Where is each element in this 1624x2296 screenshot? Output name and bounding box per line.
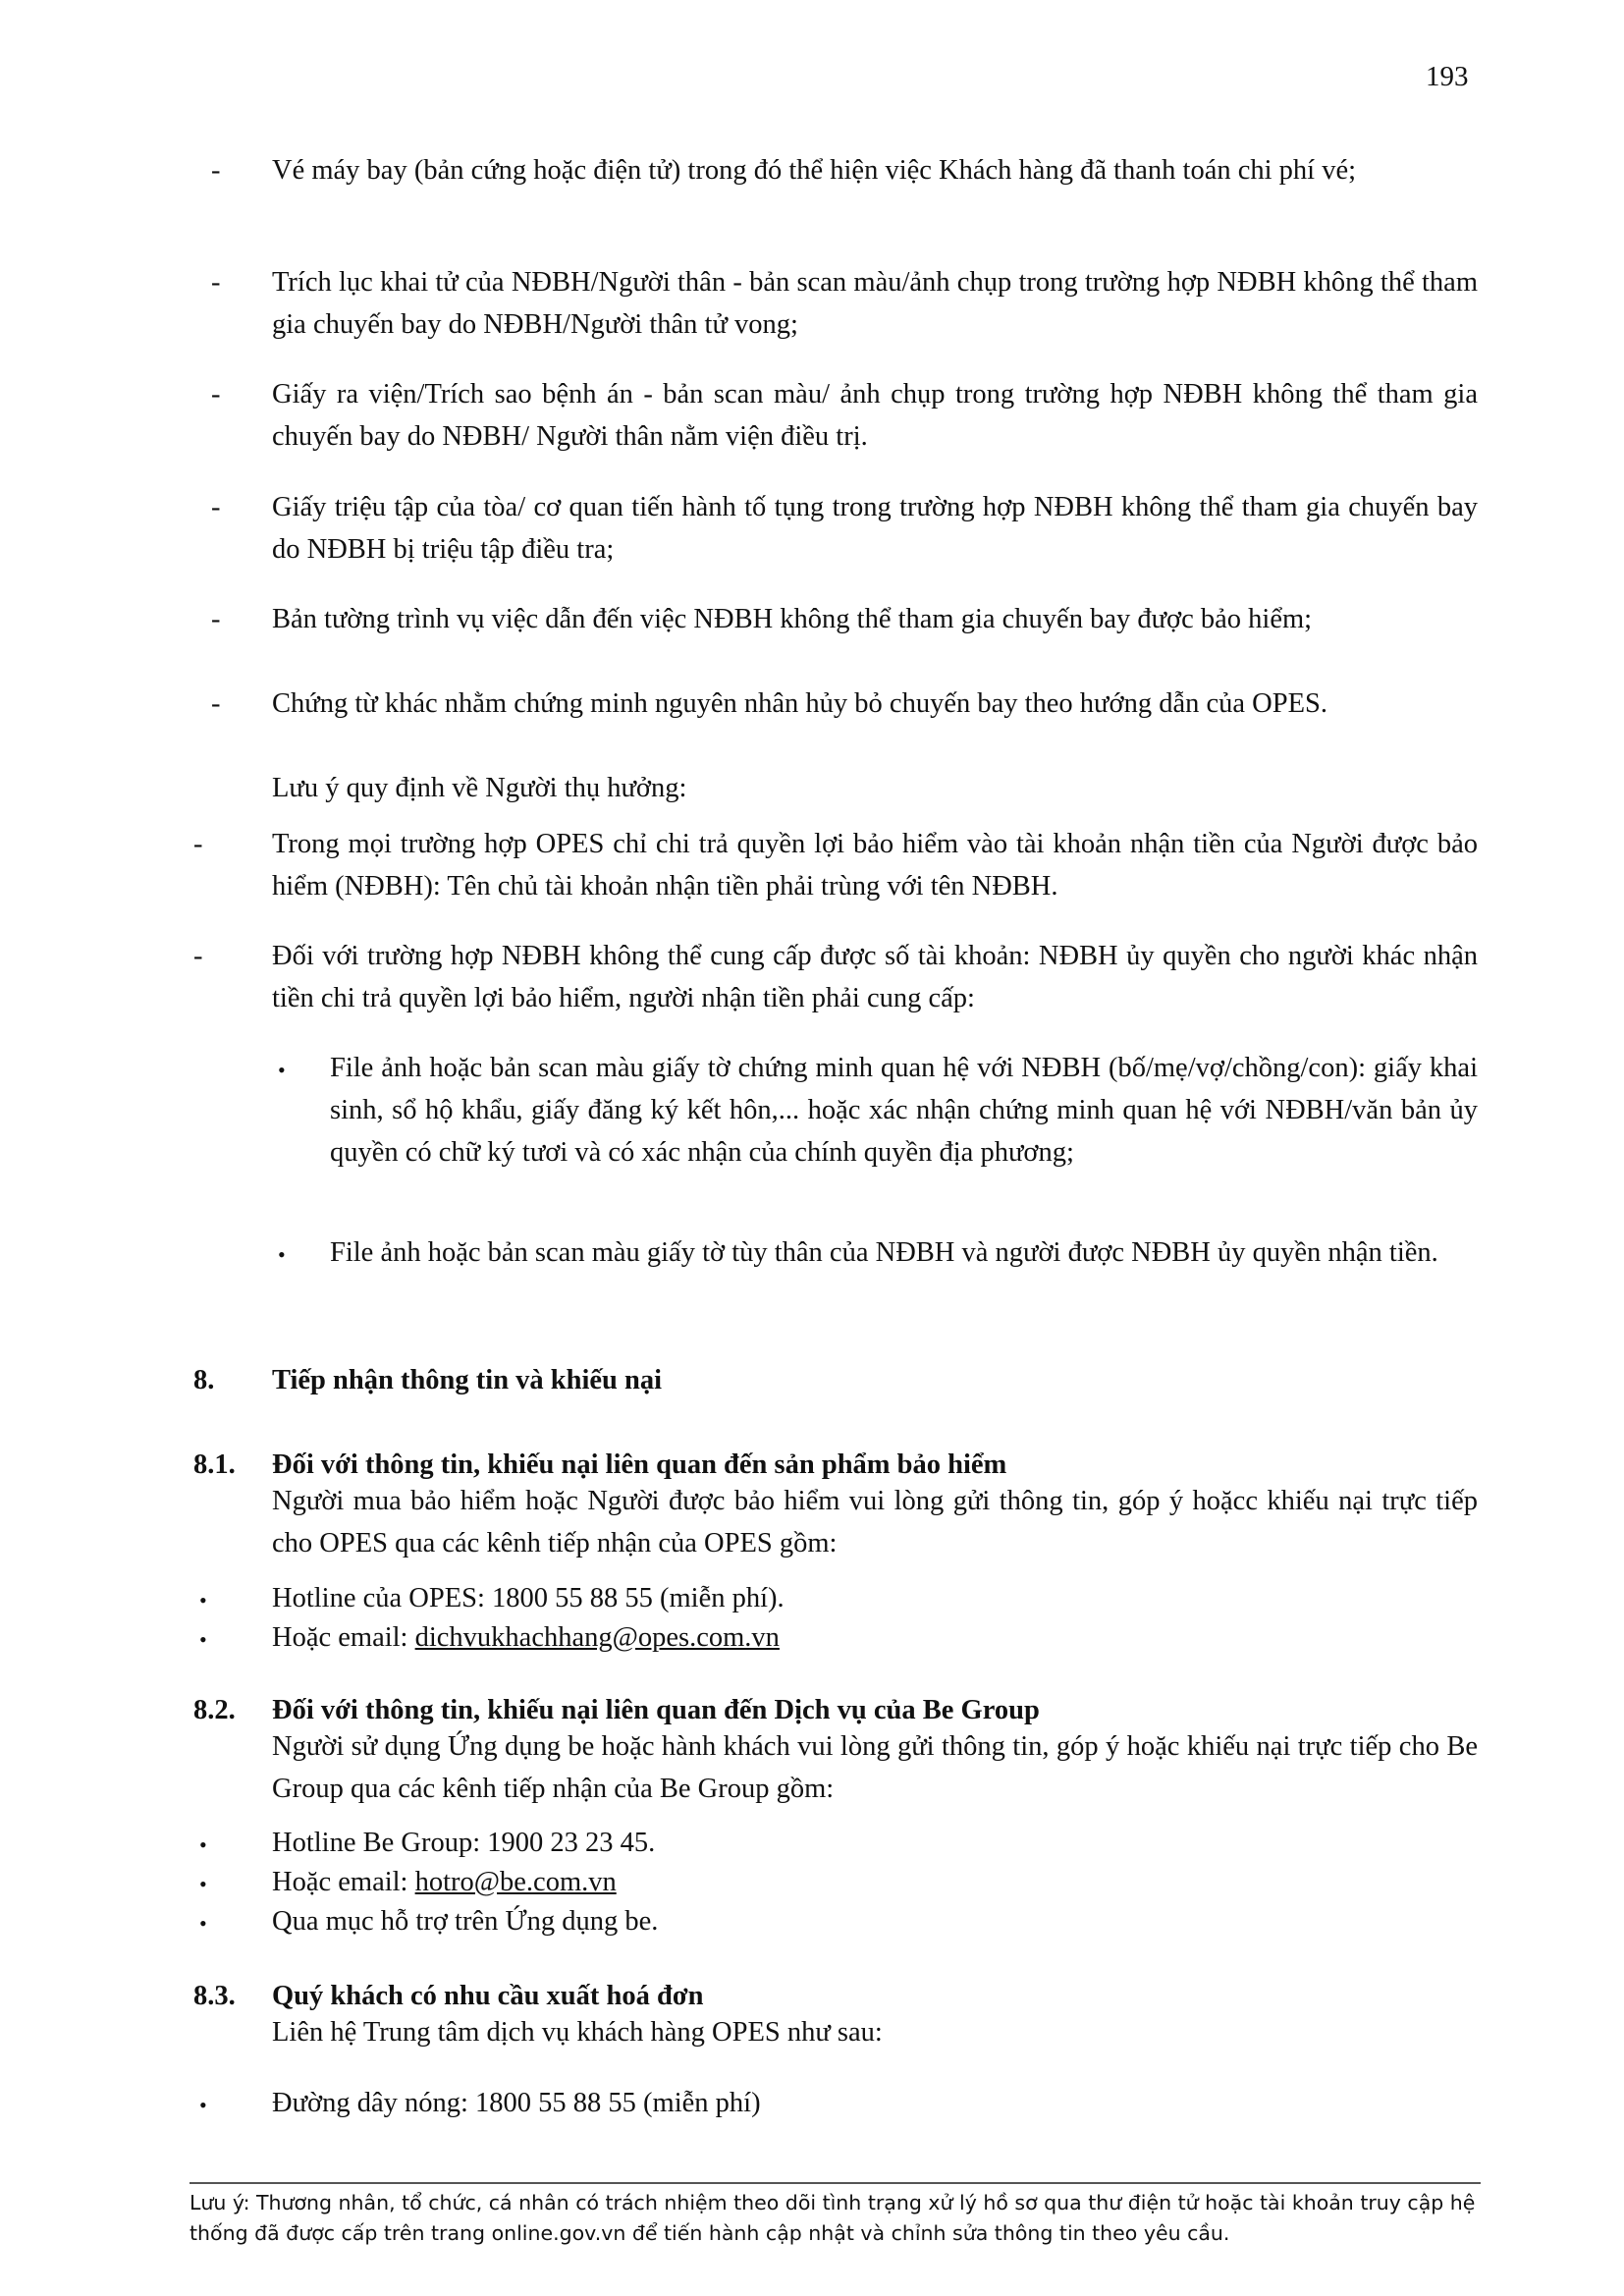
- footer-note: Lưu ý: Thương nhân, tổ chức, cá nhân có trách nhiệm theo dõi tình trạng xử lý hồ sơ qua thư điện tử hoặc tài khoản truy cập hệ thống đã được cấp trên trang online.gov.vn để tiến hành cập nhật và chỉnh sửa thông tin theo yêu cầu.: [189, 2191, 1476, 2245]
- claim-doc-item: Giấy triệu tập của tòa/ cơ quan tiến hành tố tụng trong trường hợp NĐBH không thể tham gia chuyến bay do NĐBH bị triệu tập điều tra;: [272, 492, 1478, 565]
- required-doc-item: File ảnh hoặc bản scan màu giấy tờ tùy thân của NĐBH và người được NĐBH ủy quyền nhận tiền.: [330, 1237, 1438, 1268]
- section-title: Đối với thông tin, khiếu nại liên quan đến sản phẩm bảo hiểm: [272, 1449, 1007, 1480]
- email-label: Hoặc email:: [272, 1622, 415, 1653]
- claim-doc-item: Chứng từ khác nhằm chứng minh nguyên nhân hủy bỏ chuyến bay theo hướng dẫn của OPES.: [272, 688, 1327, 719]
- claim-doc-item: Trích lục khai tử của NĐBH/Người thân - bản scan màu/ảnh chụp trong trường hợp NĐBH không thể tham gia chuyến bay do NĐBH/Người thân tử vong;: [272, 267, 1478, 340]
- opes-email-line: [272, 1616, 1478, 1659]
- page-number: 193: [1426, 61, 1469, 92]
- section-number: 8.: [193, 1365, 215, 1395]
- bullet-marker: •: [199, 1588, 207, 1613]
- dash-marker: -: [193, 829, 203, 859]
- beneficiary-note: Lưu ý quy định về Người thụ hưởng:: [272, 773, 687, 803]
- beneficiary-rule: Đối với trường hợp NĐBH không thể cung cấp được số tài khoản: NĐBH ủy quyền cho người khác nhận tiền chi trả quyền lợi bảo hiểm, người nhận tiền phải cung cấp:: [272, 941, 1478, 1013]
- bullet-marker: •: [199, 1832, 207, 1857]
- section-number: 8.1.: [193, 1449, 236, 1480]
- claim-doc-item: Vé máy bay (bản cứng hoặc điện tử) trong đó thể hiện việc Khách hàng đã thanh toán chi phí vé;: [272, 155, 1357, 186]
- section-title: Đối với thông tin, khiếu nại liên quan đến Dịch vụ của Be Group: [272, 1695, 1040, 1725]
- dash-marker: -: [211, 155, 221, 186]
- section-body: Liên hệ Trung tâm dịch vụ khách hàng OPES như sau:: [272, 2017, 883, 2048]
- section-title: Quý khách có nhu cầu xuất hoá đơn: [272, 1981, 704, 2011]
- be-email-link[interactable]: hotro@be.com.vn: [414, 1867, 617, 1897]
- opes-email-link[interactable]: dichvukhachhang@opes.com.vn: [414, 1622, 780, 1653]
- claim-doc-item: Giấy ra viện/Trích sao bệnh án - bản scan màu/ ảnh chụp trong trường hợp NĐBH không thể tham gia chuyến bay do NĐBH/ Người thân nằm viện điều trị.: [272, 379, 1478, 452]
- invoice-hotline: Đường dây nóng: 1800 55 88 55 (miễn phí): [272, 2088, 761, 2118]
- section-number: 8.2.: [193, 1695, 236, 1725]
- bullet-marker: •: [278, 1242, 286, 1267]
- claim-doc-item: Bản tường trình vụ việc dẫn đến việc NĐBH không thể tham gia chuyến bay được bảo hiểm;: [272, 604, 1313, 634]
- bullet-marker: •: [199, 1911, 207, 1936]
- section-body: Người sử dụng Ứng dụng be hoặc hành khách vui lòng gửi thông tin, góp ý hoặc khiếu nại trực tiếp cho Be Group qua các kênh tiếp nhận của Be Group gồm:: [272, 1731, 1478, 1804]
- dash-marker: -: [211, 492, 221, 522]
- dash-marker: -: [211, 604, 221, 634]
- be-email-line: [272, 1861, 1478, 1903]
- dash-marker: -: [211, 688, 221, 719]
- bullet-marker: •: [278, 1058, 286, 1082]
- dash-marker: -: [211, 267, 221, 298]
- required-doc-item: File ảnh hoặc bản scan màu giấy tờ chứng minh quan hệ với NĐBH (bố/mẹ/vợ/chồng/con): giấy khai sinh, sổ hộ khẩu, giấy đăng ký kết hôn,... hoặc xác nhận chứng minh quan hệ với NĐBH/văn bản ủy quyền có chữ ký tươi và có xác nhận của chính quyền địa phương;: [330, 1053, 1478, 1168]
- beneficiary-rule: Trong mọi trường hợp OPES chỉ chi trả quyền lợi bảo hiểm vào tài khoản nhận tiền của Người được bảo hiểm (NĐBH): Tên chủ tài khoản nhận tiền phải trùng với tên NĐBH.: [272, 829, 1478, 902]
- section-title: Tiếp nhận thông tin và khiếu nại: [272, 1365, 663, 1395]
- bullet-marker: •: [199, 1627, 207, 1652]
- dash-marker: -: [193, 941, 203, 971]
- section-body: Người mua bảo hiểm hoặc Người được bảo hiểm vui lòng gửi thông tin, góp ý hoặcc khiếu nại trực tiếp cho OPES qua các kênh tiếp nhận của OPES gồm:: [272, 1486, 1478, 1558]
- footer-divider: [189, 2182, 1481, 2184]
- email-label: Hoặc email:: [272, 1867, 415, 1897]
- opes-hotline: Hotline của OPES: 1800 55 88 55 (miễn phí).: [272, 1583, 785, 1613]
- be-app-support: Qua mục hỗ trợ trên Ứng dụng be.: [272, 1906, 659, 1937]
- bullet-marker: •: [199, 1872, 207, 1896]
- be-hotline: Hotline Be Group: 1900 23 23 45.: [272, 1828, 656, 1858]
- dash-marker: -: [211, 379, 221, 410]
- section-number: 8.3.: [193, 1981, 236, 2011]
- bullet-marker: •: [199, 2093, 207, 2117]
